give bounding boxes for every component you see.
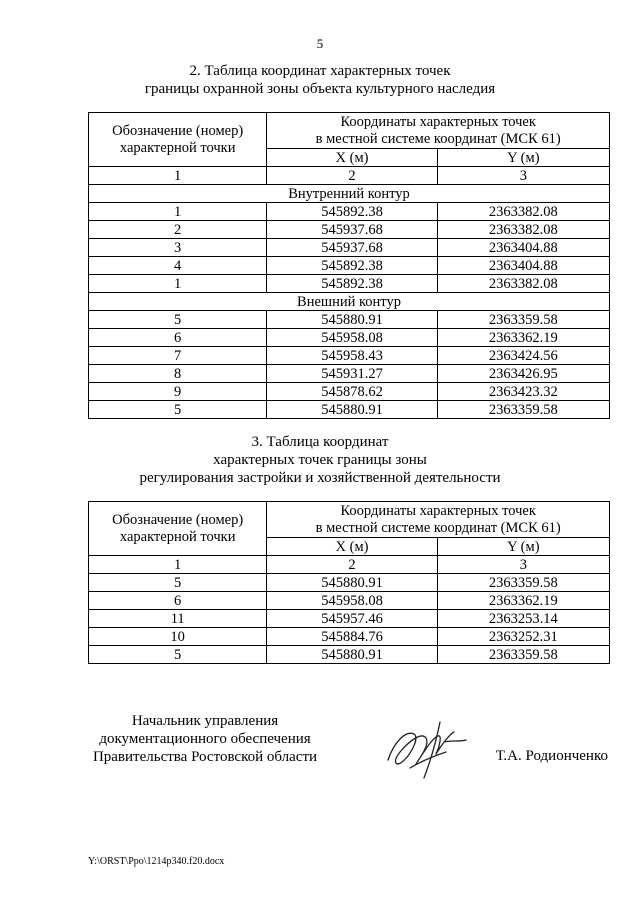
point-id: 4 xyxy=(89,257,267,275)
table3-colnum: 1 xyxy=(89,556,267,574)
header-text: Координаты характерных точек xyxy=(340,113,536,130)
point-id: 2 xyxy=(89,221,267,239)
point-x: 545880.91 xyxy=(267,311,437,329)
point-x: 545958.43 xyxy=(267,347,437,365)
inner-contour-label: Внутренний контур xyxy=(89,185,610,203)
point-id: 6 xyxy=(89,592,267,610)
header-text: характерной точки xyxy=(119,139,236,156)
point-y: 2363382.08 xyxy=(437,221,609,239)
table3-caption-line: характерных точек границы зоны xyxy=(213,452,427,468)
point-x: 545878.62 xyxy=(267,383,437,401)
page-number: 5 xyxy=(316,36,324,51)
table2-colnum: 2 xyxy=(267,167,437,185)
point-y: 2363426.95 xyxy=(437,365,609,383)
table-row xyxy=(89,646,610,664)
point-y: 2363359.58 xyxy=(437,311,609,329)
table2 xyxy=(88,112,610,419)
table-row xyxy=(89,383,610,401)
point-y: 2363362.19 xyxy=(437,329,609,347)
point-x: 545957.46 xyxy=(267,610,437,628)
file-path: Y:\ORST\Ppo\1214p340.f20.docx xyxy=(88,856,225,867)
point-x: 545937.68 xyxy=(267,221,437,239)
table2-colnum: 3 xyxy=(437,167,609,185)
point-id: 5 xyxy=(89,574,267,592)
point-x: 545892.38 xyxy=(267,257,437,275)
position-line: документационного обеспечения xyxy=(99,731,311,747)
point-x: 545880.91 xyxy=(267,646,437,664)
header-text: Обозначение (номер) xyxy=(112,511,244,528)
header-text: Обозначение (номер) xyxy=(112,122,244,139)
point-id: 5 xyxy=(89,401,267,419)
table-row xyxy=(89,239,610,257)
point-y: 2363359.58 xyxy=(437,646,609,664)
header-text: характерной точки xyxy=(119,528,236,545)
point-y: 2363382.08 xyxy=(437,203,609,221)
table-row xyxy=(89,574,610,592)
point-id: 5 xyxy=(89,311,267,329)
table2-caption xyxy=(0,62,640,98)
point-y: 2363404.88 xyxy=(437,239,609,257)
table-row xyxy=(89,401,610,419)
point-y: 2363382.08 xyxy=(437,275,609,293)
table2-header-y: Y (м) xyxy=(437,149,609,167)
point-id: 3 xyxy=(89,239,267,257)
table3-header-point xyxy=(89,502,267,556)
table3 xyxy=(88,501,610,664)
point-x: 545958.08 xyxy=(267,329,437,347)
point-x: 545892.38 xyxy=(267,203,437,221)
table-row xyxy=(89,347,610,365)
point-id: 1 xyxy=(89,275,267,293)
table-row xyxy=(89,203,610,221)
point-x: 545892.38 xyxy=(267,275,437,293)
point-id: 10 xyxy=(89,628,267,646)
position-line: Начальник управления xyxy=(131,713,279,729)
table3-caption-line: регулирования застройки и хозяйственной деятельности xyxy=(139,470,501,486)
table-row xyxy=(89,311,610,329)
table3-header-coords xyxy=(267,502,610,538)
point-x: 545884.76 xyxy=(267,628,437,646)
point-id: 5 xyxy=(89,646,267,664)
point-id: 8 xyxy=(89,365,267,383)
point-x: 545880.91 xyxy=(267,574,437,592)
point-id: 11 xyxy=(89,610,267,628)
table3-header-x: X (м) xyxy=(267,538,437,556)
table-row xyxy=(89,275,610,293)
table-row xyxy=(89,221,610,239)
point-y: 2363359.58 xyxy=(437,401,609,419)
point-id: 1 xyxy=(89,203,267,221)
table3-caption-line: 3. Таблица координат xyxy=(251,434,389,450)
point-y: 2363362.19 xyxy=(437,592,609,610)
table-row xyxy=(89,365,610,383)
signatory-name: Т.А. Родионченко xyxy=(495,748,608,764)
point-id: 9 xyxy=(89,383,267,401)
point-y: 2363253.14 xyxy=(437,610,609,628)
point-y: 2363252.31 xyxy=(437,628,609,646)
position-line: Правительства Ростовской области xyxy=(92,749,318,765)
table-row xyxy=(89,628,610,646)
table-row xyxy=(89,610,610,628)
header-text: в местной системе координат (МСК 61) xyxy=(315,519,561,536)
handwritten-signature xyxy=(380,712,470,782)
point-x: 545937.68 xyxy=(267,239,437,257)
outer-contour-label: Внешний контур xyxy=(89,293,610,311)
table3-caption xyxy=(0,433,640,487)
table2-header-point xyxy=(89,113,267,167)
point-y: 2363359.58 xyxy=(437,574,609,592)
point-id: 7 xyxy=(89,347,267,365)
table-row xyxy=(89,257,610,275)
point-x: 545958.08 xyxy=(267,592,437,610)
point-y: 2363424.56 xyxy=(437,347,609,365)
table2-caption-line: границы охранной зоны объекта культурного наследия xyxy=(144,81,496,97)
point-y: 2363404.88 xyxy=(437,257,609,275)
signatory-position xyxy=(90,712,320,766)
point-x: 545931.27 xyxy=(267,365,437,383)
table3-colnum: 2 xyxy=(267,556,437,574)
point-x: 545880.91 xyxy=(267,401,437,419)
table2-colnum: 1 xyxy=(89,167,267,185)
point-id: 6 xyxy=(89,329,267,347)
header-text: Координаты характерных точек xyxy=(340,502,536,519)
table-row xyxy=(89,329,610,347)
table2-caption-line: 2. Таблица координат характерных точек xyxy=(189,63,451,79)
table-row xyxy=(89,592,610,610)
point-y: 2363423.32 xyxy=(437,383,609,401)
header-text: в местной системе координат (МСК 61) xyxy=(315,130,561,147)
table2-header-coords xyxy=(267,113,610,149)
table3-header-y: Y (м) xyxy=(437,538,609,556)
table3-colnum: 3 xyxy=(437,556,609,574)
table2-header-x: X (м) xyxy=(267,149,437,167)
